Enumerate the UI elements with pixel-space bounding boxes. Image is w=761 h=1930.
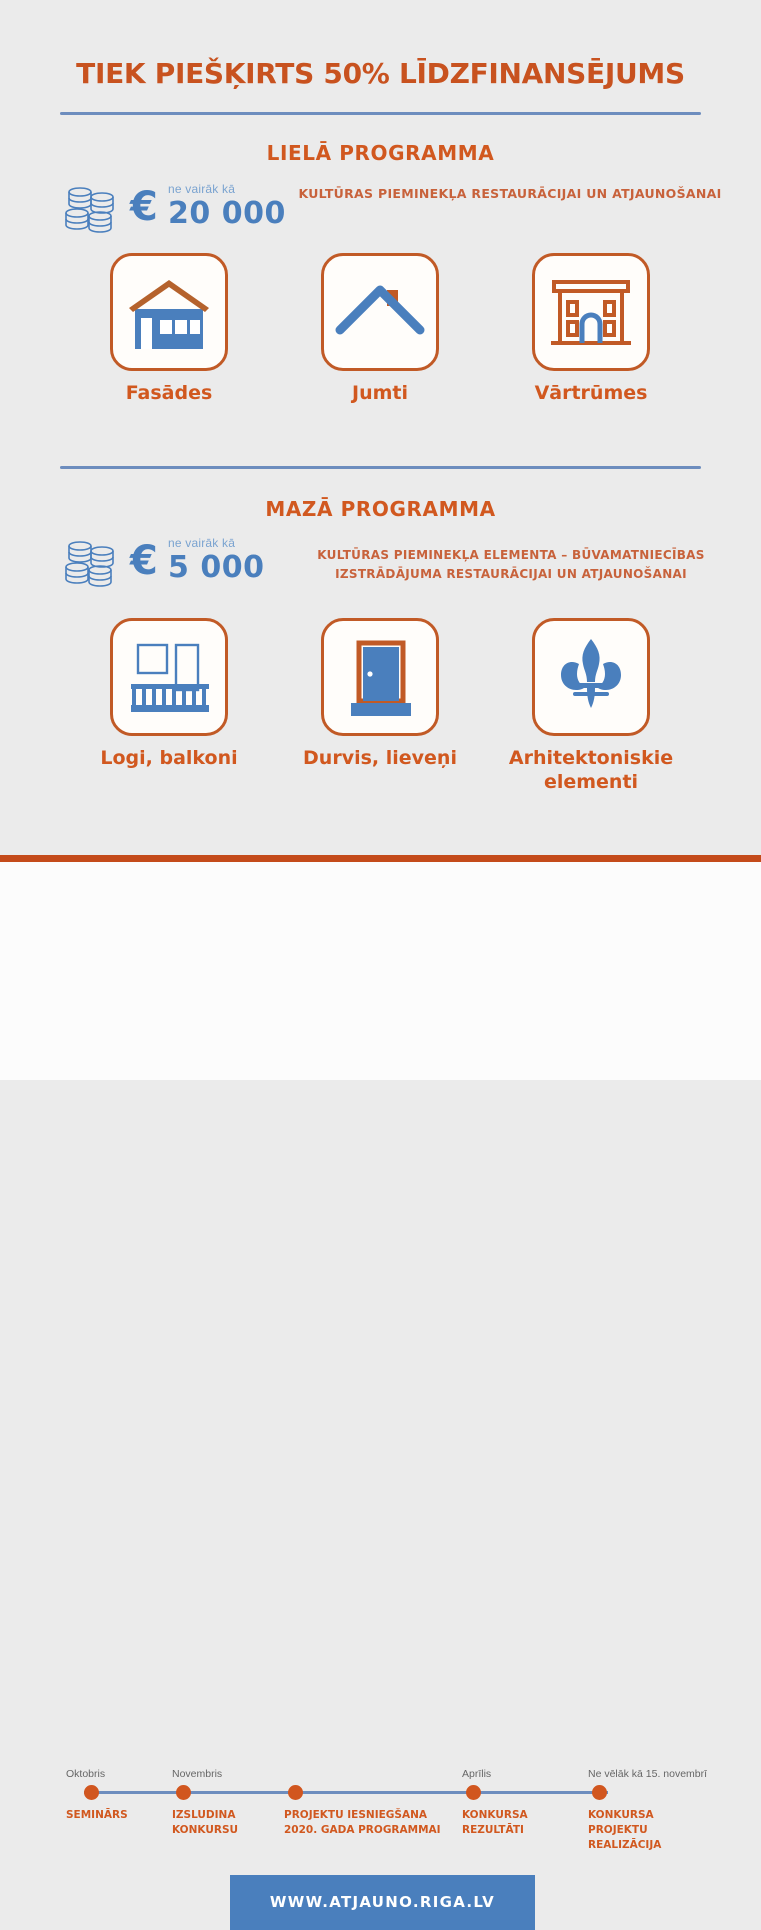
timeline-dot (466, 1785, 481, 1800)
page-title: TIEK PIEŠĶIRTS 50% LĪDZFINANSĒJUMS (76, 57, 685, 90)
card-group-liela (0, 253, 761, 453)
amount-caption-liela: ne vairāk kā (168, 182, 236, 196)
timeline-label: KONKURSA REZULTĀTI (462, 1809, 528, 1836)
timeline-date: Novembris (172, 1768, 223, 1780)
euro-symbol-maza: € (130, 538, 158, 584)
card-group-maza (0, 618, 761, 818)
card-label-logi-balkoni: Logi, balkoni (100, 747, 238, 769)
amount-value-maza: 5 000 (168, 550, 265, 585)
section-title-liela: LIELĀ PROGRAMMA (266, 141, 495, 165)
timeline-dot (84, 1785, 99, 1800)
timeline-dot (592, 1785, 607, 1800)
card-label-jumti: Jumti (352, 382, 408, 404)
card-arhitektoniskie-elementi (532, 618, 650, 736)
section-title-maza: MAZĀ PROGRAMMA (265, 497, 496, 521)
website-button-label: WWW.ATJAUNO.RIGA.LV (269, 1893, 496, 1911)
card-jumti (321, 253, 439, 371)
timeline-axis (84, 1791, 608, 1794)
card-fasades (110, 253, 228, 371)
coins-icon (62, 186, 124, 234)
divider-top (60, 112, 701, 115)
timeline-label: SEMINĀRS (66, 1809, 128, 1821)
timeline-date: Aprīlis (462, 1768, 492, 1780)
timeline-label: IZSLUDINA KONKURSU (172, 1809, 239, 1836)
card-label-durvis-lieveni: Durvis, lieveņi (303, 747, 457, 769)
amount-caption-maza: ne vairāk kā (168, 536, 236, 550)
card-durvis-lieveni (321, 618, 439, 736)
card-vartrumes (532, 253, 650, 371)
timeline-label: KONKURSA PROJEKTU REALIZĀCIJA (588, 1809, 662, 1851)
timeline-date: Ne vēlāk kā 15. novembrī (588, 1768, 708, 1780)
orange-separator (0, 855, 761, 862)
timeline-dot (176, 1785, 191, 1800)
facade-icon (113, 256, 225, 368)
card-label-vartrumes: Vārtrūmes (534, 382, 648, 404)
purpose-text-maza: KULTŪRAS PIEMINEKĻA ELEMENTA – BŪVAMATNIECĪBAS IZSTRĀDĀJUMA RESTAURĀCIJAI UN ATJAUNOŠANAI (317, 548, 705, 581)
roof-icon (324, 256, 436, 368)
door-icon (324, 621, 436, 733)
window-balcony-icon (113, 621, 225, 733)
card-label-arhitektoniskie-elementi: Arhitektoniskie elementi (508, 747, 674, 793)
card-logi-balkoni (110, 618, 228, 736)
purpose-text-liela: KULTŪRAS PIEMINEKĻA RESTAURĀCIJAI UN ATJAUNOŠANAI (298, 186, 722, 201)
footer (0, 862, 761, 1911)
amount-value-liela: 20 000 (168, 196, 286, 231)
website-button[interactable] (230, 1875, 535, 1930)
divider-middle (60, 466, 701, 469)
card-label-fasades: Fasādes (125, 382, 213, 404)
gateway-icon (535, 256, 647, 368)
timeline-label: PROJEKTU IESNIEGŠANA 2020. GADA PROGRAMMAI (284, 1809, 441, 1836)
euro-symbol-liela: € (130, 184, 158, 230)
timeline-dot (288, 1785, 303, 1800)
coins-icon (62, 540, 124, 588)
timeline-date: Oktobris (66, 1768, 106, 1780)
fleur-de-lis-icon (535, 621, 647, 733)
